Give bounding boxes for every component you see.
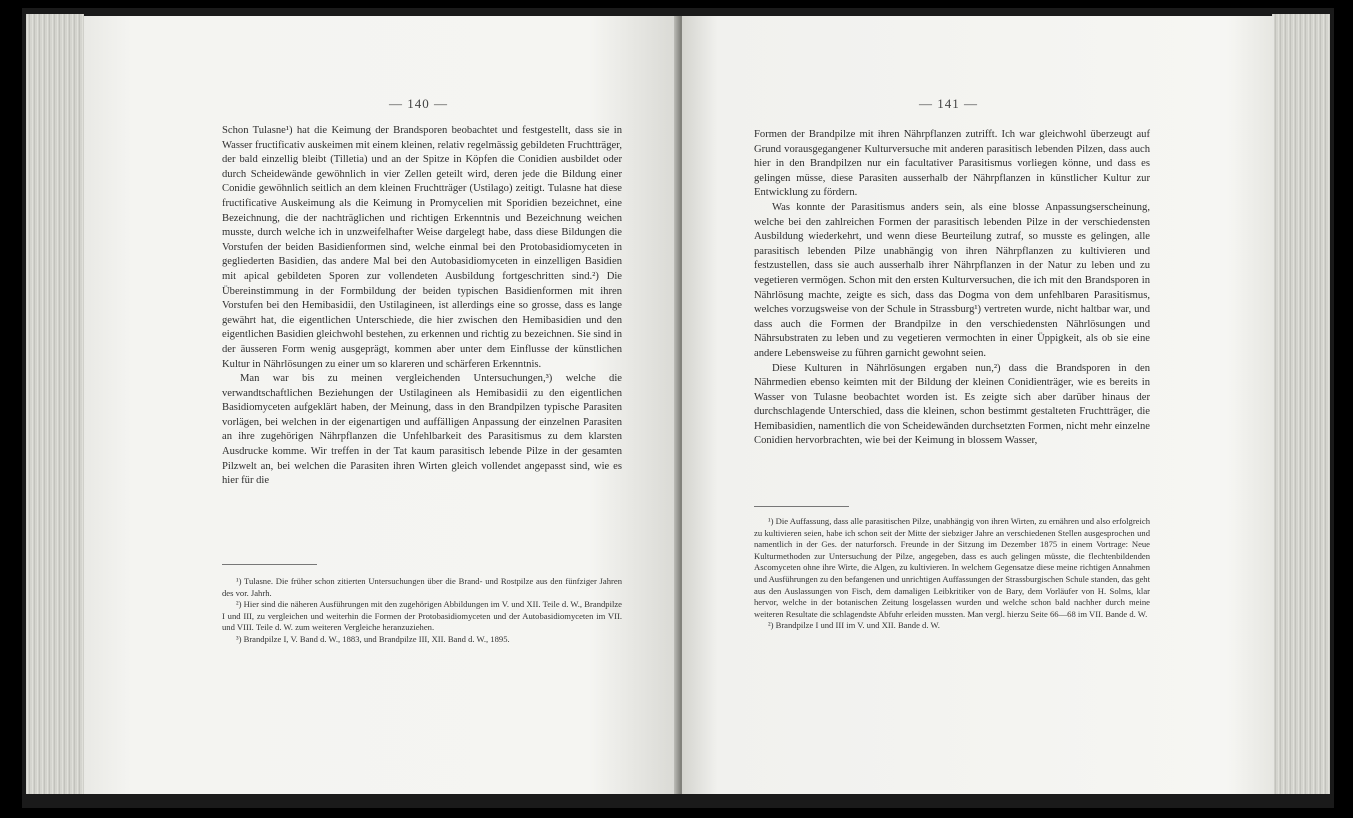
paragraph: Diese Kulturen in Nährlösungen ergaben nun,²) dass die Brandsporen in den Nährmedien ebenso keimten mit der Bildung der kleinen Conidienträger, wie es bereits in Wasser von Tulasne beobachtet worden ist. Es zeigte sich aber darüber hinaus der durchschlagende Unterschied, dass die kleinen, schon bestimmt gestalteten Fruchtträger, die Hemibasidien, namentlich die von Scheidewänden durchsetzten Formen, nicht mehr einzelne Conidien hervorbrachten, wie bei der Keimung in blossem Wasser, <box>754 362 1150 447</box>
right-page <box>682 16 1274 794</box>
left-body-text <box>222 124 622 489</box>
footnote: ¹) Tulasne. Die früher schon zitierten Untersuchungen über die Brand- und Rostpilze aus den fünfziger Jahren des vor. Jahrh. <box>222 576 622 598</box>
footnote: ²) Brandpilze I und III im V. und XII. Bande d. W. <box>768 620 940 631</box>
right-body-text <box>754 128 1150 449</box>
left-page-edges <box>26 14 84 794</box>
right-page-edges <box>1272 14 1330 794</box>
left-footnotes <box>222 576 622 646</box>
footnote: ²) Hier sind die näheren Ausführungen mit den zugehörigen Abbildungen im V. und XII. Teile d. W., Brandpilze I und III, zu vergleichen und weiterhin die Formen der Protobasidiomyceten und der Autobasidiomyceten im VII. und VIII. Teile d. W. zum weiteren Vergleiche heranzuziehen. <box>222 599 622 633</box>
paragraph: Schon Tulasne¹) hat die Keimung der Brandsporen beobachtet und festgestellt, dass sie in Wasser fructificativ auskeimen mit einem kleinen, relativ regelmässig gebildeten Fruchtträger, der bald einzellig bleibt (Tilletia) und an der Spitze in Köpfen die Conidien ausbildet oder durch Scheidewände gewöhnlich in vier Zellen geteilt wird, deren jede die Bildung einer Conidie gewöhnlich seitlich an dem kleinen Fruchtträger (Ustilago) zeitigt. Tulasne hat diese fructificative Auskeimung als die Keimung in Promycelien mit Sporidien bezeichnet, eine Bezeichnung, die der nachträglichen und richtigen Erkenntnis und Bezeichnung weichen musste, durch welche ich in unzweifelhafter Weise dargelegt habe, dass diese Bildungen die Vorstufen der beiden Basidienformen sind, welche einmal bei den Protobasidiomyceten in gegliederten Basidien, das andere Mal bei den Autobasidiomyceten in einzelligen Basidien mit apical gebildeten Sporen zur vollendeten Ausbildung fortgeschritten sind.²) Die Übereinstimmung in der Formbildung der beiden typischen Basidienformen mit ihren Vorstufen bei den Hemibasidii, den Ustilagineen, ist allerdings eine so grosse, dass es lange gewährt hat, die eigentlichen Unterschiede, die hier zwischen den Hemibasidien und den eigentlichen Basidien gleichwohl bestehen, zu erkennen und richtig zu bezeichnen. Sie sind in der äusseren Form wenig ausgeprägt, kommen aber unter dem Einflusse der künstlichen Kultur in Nährlösungen zu einer um so klareren und schärferen Erkenntnis. <box>222 125 622 370</box>
footnote: ¹) Die Auffassung, dass alle parasitischen Pilze, unabhängig von ihren Wirten, zu ernähren und also erfolgreich zu kultivieren seien, habe ich schon seit der Mitte der siebziger Jahre an verschiedenen Stellen ausgesprochen und namentlich in der Ges. der naturforsch. Freunde in der Sitzung im Dezember 1875 in einem Vortrage: Neue Kulturmethoden zur Untersuchung der Pilze, angegeben, dass es auch gelingen müsste, die flechtenbildenden Ascomyceten ohne ihre Wirte, die Algen, zu kultivieren. In welchem Gegensatze diese meine richtigen Annahmen und Ausführungen zu den befangenen und unrichtigen Auffassungen der Strassburgischen Schule standen, das geht aus den Auslassungen von Fisch, dem damaligen Leibkritiker von de Bary, dem Vorläufer von H. Solms, klar hervor, welche in der botanischen Zeitung losgelassen wurden und welche schon bald nachher durch meine weiteren Resultate die schlagendste Abfuhr erleiden mussten. Man vergl. hierzu Seite 66—68 im VII. Bande d. W. <box>754 516 1150 619</box>
footnote: ³) Brandpilze I, V. Band d. W., 1883, und Brandpilze III, XII. Band d. W., 1895. <box>236 633 510 644</box>
left-page <box>84 16 678 794</box>
paragraph: Man war bis zu meinen vergleichenden Untersuchungen,³) welche die verwandtschaftlichen Beziehungen der Ustilagineen als Hemibasidii zu den eigentlichen Basidiomyceten aufgeklärt haben, der Meinung, dass in den Brandpilzen typische Parasiten vorlägen, bei welchen in der eigenartigen und auffälligen Anpassung der einzelnen Parasiten an ihre zugehörigen Nährpflanzen die Unfehlbarkeit des Parasitismus zu dem klarsten Ausdrucke komme. Wir treffen in der Tat kaum parasitisch lebende Pilze in der gesamten Pilzwelt an, bei welchen die Parasiten ihren Wirten gleich vollendet angepasst sind, wie es hier für die <box>222 373 622 487</box>
footnote-separator <box>754 506 849 507</box>
page-number-left: — 140 — <box>389 96 448 111</box>
right-footnotes <box>754 516 1150 632</box>
page-number-right: — 141 — <box>919 96 978 111</box>
paragraph: Was konnte der Parasitismus anders sein, als eine blosse Anpassungserscheinung, welche bei den zahlreichen Formen der parasitisch lebenden Pilze in der verschiedensten Ausbildung wiederkehrt, und wenn diese Beurteilung zutraf, so musste es gelingen, alle parasitisch lebenden Pilze unabhängig von ihren Nährpflanzen zu kultivieren und festzustellen, dass sie auch ausserhalb ihrer Nährpflanzen in der Natur zu leben und zu vegetieren vermögen. Schon mit den ersten Kulturversuchen, die ich mit den Brandsporen in Nährlösung machte, zeigte es sich, dass das Dogma von dem unfehlbaren Parasitismus, welches vorzugsweise von der Schule in Strassburg¹) vertreten wurde, nicht haltbar war, und dass auch die Formen der Brandpilze in den verschiedensten Nährlösungen und Nährsubstraten zu leben und zu vegetieren vermochten in einer Üppigkeit, als ob sie eine andere Lebensweise zu führen garnicht gewohnt seien. <box>754 201 1150 359</box>
footnote-separator <box>222 564 317 565</box>
paragraph: Formen der Brandpilze mit ihren Nährpflanzen zutrifft. Ich war gleichwohl überzeugt auf Grund vorausgegangener Kulturversuche mit anderen parasitisch lebenden Pilzen, dass auch hier in den Brandpilzen nur ein facultativer Parasitismus vorliegen könne, und dass es gelingen müsse, diese Parasiten ausserhalb der Nährpflanzen in künstlicher Kultur zur Entwicklung zu fördern. <box>754 129 1150 199</box>
